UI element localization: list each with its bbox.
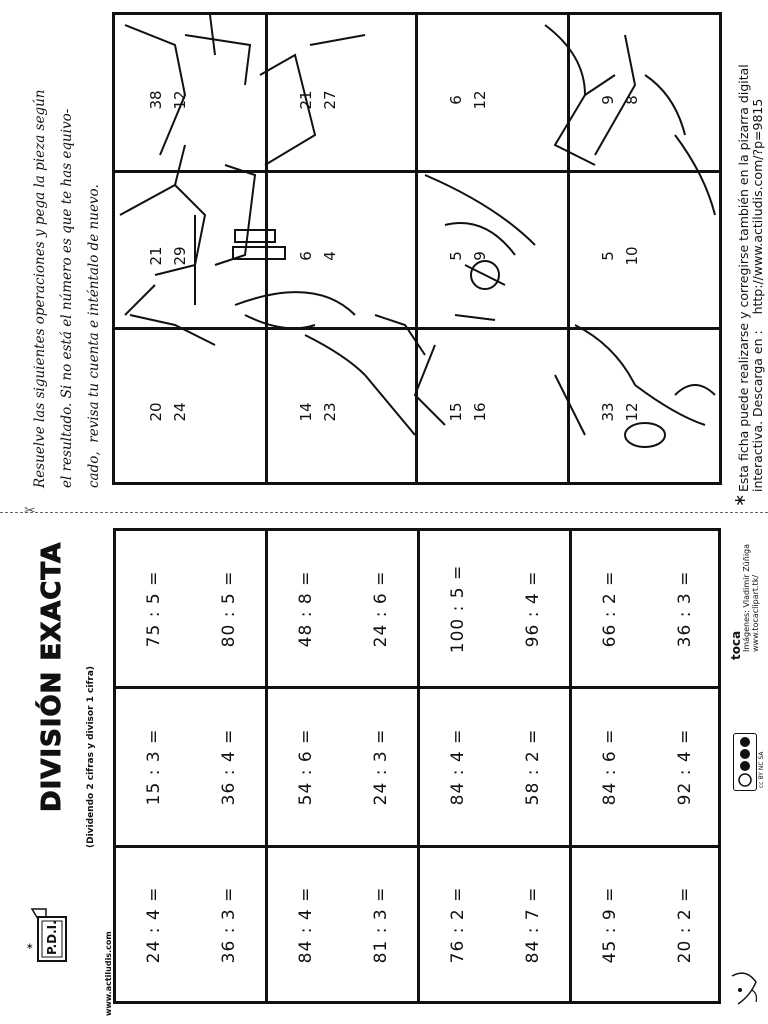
exercise-cell [268,689,343,845]
division-operation: 92 : 4 = [674,728,695,806]
puzzle-answer: 10 [623,246,642,266]
division-operation: 100 : 5 = [447,564,468,653]
exercise-cell [343,689,418,845]
division-operation: 76 : 2 = [447,886,468,963]
toca-logo-icon [728,970,762,1010]
division-operation: 24 : 6 = [370,570,391,647]
exercise-cell [572,689,647,845]
exercise-cell [572,848,647,1001]
exercise-cell [495,848,570,1001]
puzzle-answer: 4 [320,251,339,262]
exercise-cell [116,689,191,845]
puzzle-answer: 38 [146,90,165,110]
exercise-cell [572,531,647,686]
exercise-cell [268,531,343,686]
exercise-cell [191,689,266,845]
exercise-cell [647,531,722,686]
exercise-cell [420,531,495,686]
division-operation: 84 : 7 = [522,886,543,963]
digital-board-note: Esta ficha puede realizarse y corregirse también en la pizarra digital interactiva. Descarga en : http://www.actiludis.com/?p=9815 [736,64,765,492]
division-operation: 54 : 6 = [295,728,316,806]
exercise-cell [495,689,570,845]
division-operation: 24 : 4 = [143,886,164,963]
puzzle-answer: 20 [146,402,165,422]
division-operation: 20 : 2 = [674,886,695,963]
puzzle-answer: 6 [296,251,315,262]
cut-line [0,512,768,513]
puzzle-grid [112,12,722,485]
exercise-cell [116,531,191,686]
division-operation: 81 : 3 = [370,886,391,963]
division-operation: 96 : 4 = [522,570,543,647]
puzzle-answer: 8 [623,95,642,106]
license-label: cc BY NC SA [758,751,765,788]
exercise-cell [495,531,570,686]
division-operation: 80 : 5 = [218,570,239,647]
division-operation: 66 : 2 = [599,570,620,647]
puzzle-answer: 12 [170,90,189,110]
exercises-table [113,528,721,1004]
exercise-cell [116,848,191,1001]
puzzle-answer: 6 [447,95,466,106]
exercise-cell [420,689,495,845]
image-credits: Imágenes: Vladimir Zúñiga www.tocaclipart.tk/ [742,543,760,652]
puzzle-answer: 29 [170,246,189,266]
puzzle-answer: 9 [471,251,490,262]
instructions-text: Resuelve las siguientes operaciones y pega la pieza según el resultado. Si no está el número es que te has equivo- cado, revisa tu cuenta e inténtalo de nuevo. [32,89,102,488]
footer-url: www.actiludis.com [104,931,113,1016]
division-operation: 36 : 4 = [218,728,239,806]
division-operation: 24 : 3 = [370,728,391,806]
exercise-cell [647,689,722,845]
puzzle-answer: 12 [471,90,490,110]
svg-text:∗: ∗ [26,942,34,952]
exercise-cell [191,531,266,686]
puzzle-answer: 16 [471,402,490,422]
division-operation: 15 : 3 = [143,728,164,806]
puzzle-answer: 21 [296,90,315,110]
division-operation: 84 : 4 = [295,886,316,963]
pdi-logo-icon [12,905,70,965]
brand-label: toca [729,630,743,660]
division-operation: 45 : 9 = [599,886,620,963]
puzzle-answer: 33 [599,402,618,422]
exercise-cell [191,848,266,1001]
puzzle-answer: 15 [447,402,466,422]
note-star: ∗ [730,493,749,507]
puzzle-answer: 14 [296,402,315,422]
division-operation: 84 : 4 = [447,728,468,806]
division-operation: 36 : 3 = [218,886,239,963]
puzzle-answer: 9 [599,95,618,106]
puzzle-answer: 12 [623,402,642,422]
scissors-icon: ✂ [24,503,36,519]
exercise-cell [647,848,722,1001]
exercise-cell [268,848,343,1001]
worksheet-title: DIVISIÓN EXACTA [37,541,67,812]
exercise-cell [343,848,418,1001]
division-operation: 75 : 5 = [143,570,164,647]
puzzle-answer: 27 [320,90,339,110]
svg-text:P.D.I.: P.D.I. [45,920,59,955]
division-operation: 58 : 2 = [522,728,543,806]
license-badge [733,733,757,791]
puzzle-answer: 5 [447,251,466,262]
division-operation: 36 : 3 = [674,570,695,647]
puzzle-answer: 23 [320,402,339,422]
worksheet-subtitle: (Dividendo 2 cifras y divisor 1 cifra) [86,665,96,848]
division-operation: 48 : 8 = [295,570,316,647]
puzzle-answer: 21 [146,246,165,266]
exercise-cell [420,848,495,1001]
division-operation: 84 : 6 = [599,728,620,806]
puzzle-answer: 5 [599,251,618,262]
puzzle-answer: 24 [170,402,189,422]
exercise-cell [343,531,418,686]
